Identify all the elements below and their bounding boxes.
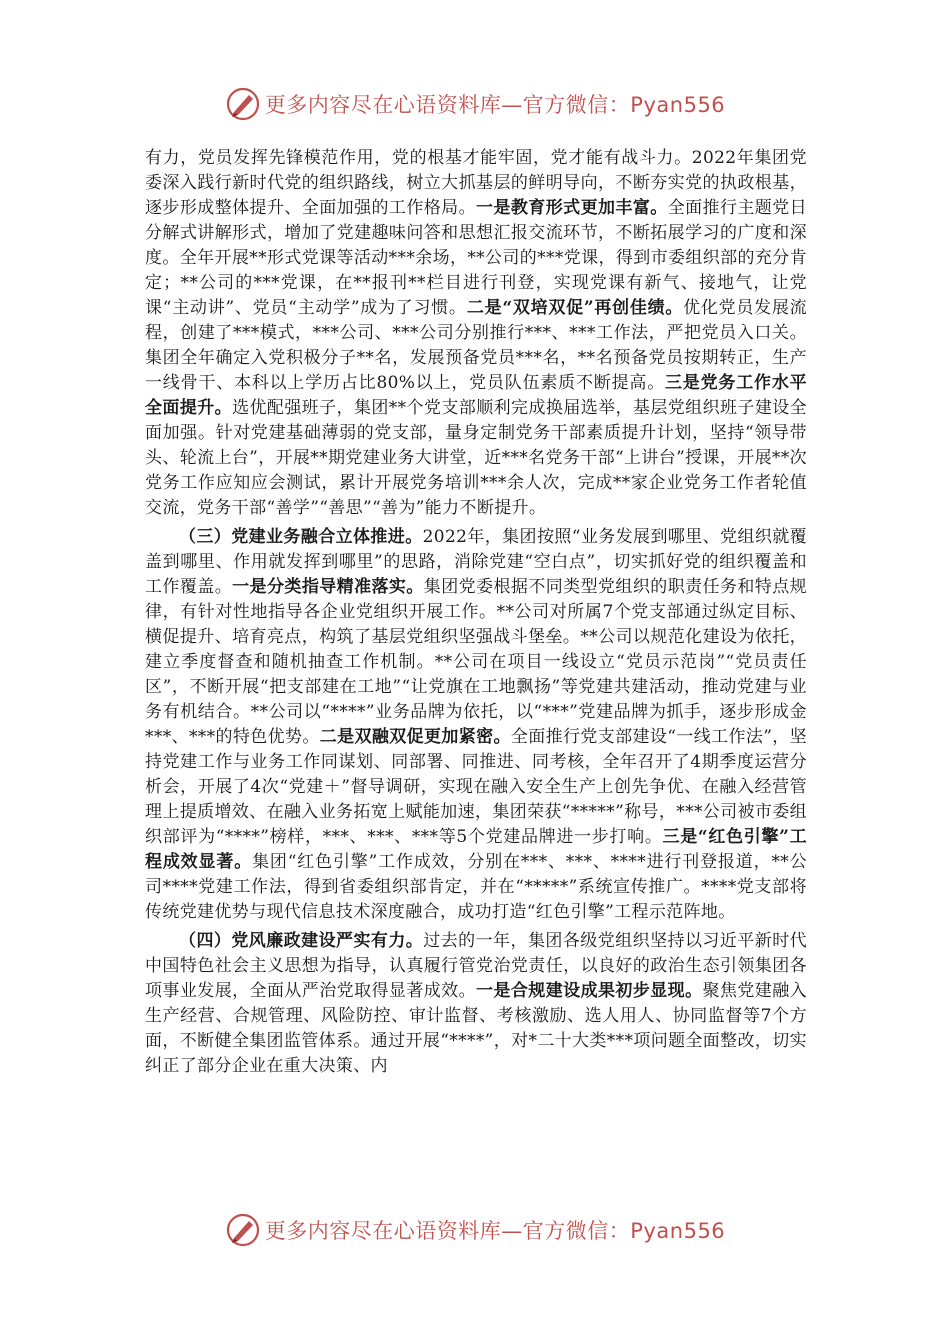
section-heading: （三）党建业务融合立体推进。	[179, 527, 423, 547]
bold-heading: 一是分类指导精准落实。	[232, 577, 424, 597]
text-span: 选优配强班子，集团**个党支部顺利完成换届选举，基层党组织班子建设全面加强。针对党建基础薄弱的党支部，量身定制党务干部素质提升计划，坚持“领导带头、轮流上台”，开展**期党建业务大讲堂，近***名党务干部“上讲台”授课，开展**次党务工作应知应会测试，累计开展党务培训***余人次，完成**家企业党务工作者轮值交流，党务干部“善学”“善思”“善为”能力不断提升。	[145, 398, 808, 518]
bold-heading: 一是教育形式更加丰富。	[476, 198, 668, 218]
bold-heading: 三是党务工作水平全面提升。	[145, 373, 807, 418]
footer-banner-text: 更多内容尽在心语资料库—官方微信：Pyan556	[264, 1219, 726, 1243]
footer-banner	[0, 1210, 950, 1250]
header-banner	[0, 84, 950, 124]
document-body	[145, 146, 807, 1079]
text-span: 集团党委根据不同类型党组织的职责任务和特点规律，有针对性地指导各企业党组织开展工作。**公司对所属7个党支部通过纵定目标、横促提升、培育亮点，构筑了基层党组织坚强战斗堡垒。**公司以规范化建设为依托，建立季度督查和随机抽查工作机制。**公司在项目一线设立“党员示范岗”“党员责任区”，不断开展“把支部建在工地”“让党旗在工地飘扬”等党建共建活动，推动党建与业务有机结合。**公司以“****”业务品牌为依托，以“***”党建品牌为抓手，逐步形成金***、***的特色优势。	[145, 577, 808, 747]
pen-logo-icon	[225, 86, 261, 122]
text-span: 过去的一年，集团各级党组织坚持以习近平新时代中国特色社会主义思想为指导，认真履行管党治党责任，以良好的政治生态引领集团各项事业发展，全面从严治党取得显著成效。	[145, 931, 807, 1001]
bold-heading: 三是“红色引擎”工程成效显著。	[145, 827, 807, 872]
text-span: 全面推行主题党日分解式讲解形式，增加了党建趣味问答和思想汇报交流环节，不断拓展学习的广度和深度。全年开展**形式党课等活动***余场，**公司的***党课，得到市委组织部的充分肯定；**公司的***党课，在**报刊**栏目进行刊登，实现党课有新气、接地气，让党课“主动讲”、党员“主动学”成为了习惯。	[145, 198, 807, 318]
paragraph-2	[145, 525, 807, 925]
text-span: 2022年，集团按照“业务发展到哪里、党组织就覆盖到哪里、作用就发挥到哪里”的思路，消除党建“空白点”，切实抓好党的组织覆盖和工作覆盖。	[145, 527, 807, 597]
paragraph-3	[145, 929, 807, 1079]
text-span: 集团“红色引擎”工作成效，分别在***、***、****进行刊登报道，**公司****党建工作法，得到省委组织部肯定，并在“*****”系统宣传推广。****党支部将传统党建优势与现代信息技术深度融合，成功打造“红色引擎”工程示范阵地。	[145, 852, 807, 922]
paragraph-1	[145, 146, 807, 521]
pen-logo-icon	[225, 1212, 261, 1248]
text-span: 有力，党员发挥先锋模范作用，党的根基才能牢固，党才能有战斗力。2022年集团党委深入践行新时代党的组织路线，树立大抓基层的鲜明导向，不断夯实党的执政根基，逐步形成整体提升、全面加强的工作格局。	[145, 148, 807, 218]
section-heading: （四）党风廉政建设严实有力。	[179, 931, 424, 951]
text-span: 全面推行党支部建设“一线工作法”，坚持党建工作与业务工作同谋划、同部署、同推进、同考核，全年召开了4期季度运营分析会，开展了4次“党建＋”督导调研，实现在融入安全生产上创先争优、在融入经营管理上提质增效、在融入业务拓宽上赋能加速，集团荣获“*****”称号，***公司被市委组织部评为“****”榜样，***、***、***等5个党建品牌进一步打响。	[145, 727, 807, 847]
header-banner-text: 更多内容尽在心语资料库—官方微信：Pyan556	[264, 93, 726, 117]
bold-heading: 二是双融双促更加紧密。	[319, 727, 511, 747]
text-span: 优化党员发展流程，创建了***模式，***公司、***公司分别推行***、***工作法，严把党员入口关。集团全年确定入党积极分子**名，发展预备党员***名，**名预备党员按期转正，生产一线骨干、本科以上学历占比80%以上，党员队伍素质不断提高。	[145, 298, 808, 393]
bold-heading: 一是合规建设成果初步显现。	[476, 981, 703, 1001]
bold-heading: 二是“双培双促”再创佳绩。	[466, 298, 684, 318]
text-span: 聚焦党建融入生产经营、合规管理、风险防控、审计监督、考核激励、选人用人、协同监督等7个方面，不断健全集团监管体系。通过开展“****”，对*二十大类***项问题全面整改，切实纠正了部分企业在重大决策、内	[145, 981, 807, 1076]
